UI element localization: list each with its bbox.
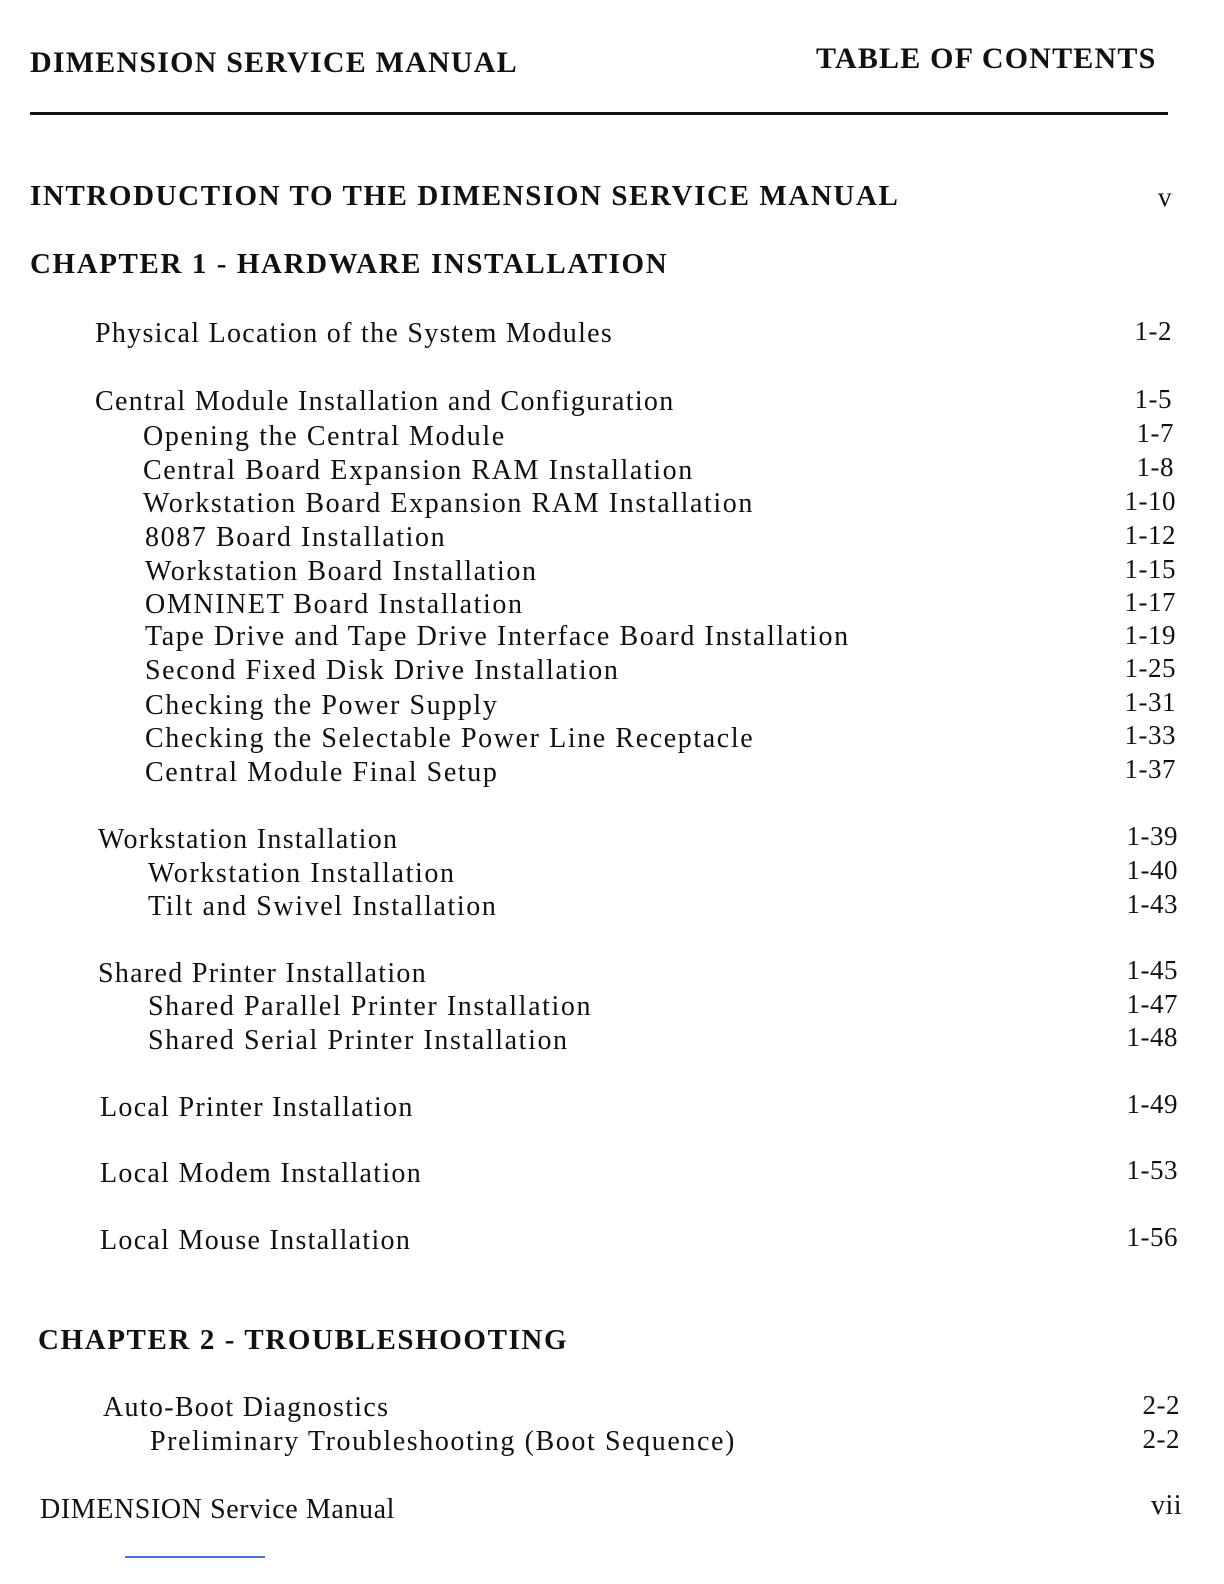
toc-entry: Auto-Boot Diagnostics [103, 1392, 390, 1423]
toc-subentry-page: 1-12 [1124, 520, 1176, 550]
toc-entry-page: 1-56 [1126, 1222, 1178, 1252]
toc-subentry-page: 1-10 [1124, 486, 1176, 516]
toc-subentry: Tilt and Swivel Installation [148, 891, 498, 922]
scan-mark [125, 1556, 265, 1558]
toc-entry-page: 2-2 [1142, 1390, 1180, 1420]
running-header-title: DIMENSION SERVICE MANUAL [30, 46, 518, 79]
toc-subentry: Central Board Expansion RAM Installation [143, 455, 694, 486]
toc-entry-page: 1-45 [1126, 955, 1178, 985]
toc-subentry: Workstation Board Expansion RAM Installation [143, 488, 754, 519]
toc-subentry: Workstation Board Installation [145, 556, 538, 587]
toc-entry: Physical Location of the System Modules [95, 318, 614, 349]
running-header-section: TABLE OF CONTENTS [816, 42, 1157, 75]
toc-subentry: Tape Drive and Tape Drive Interface Board Installation [145, 621, 850, 652]
toc-subentry: OMNINET Board Installation [145, 589, 524, 620]
toc-entry-page: 1-39 [1126, 821, 1178, 851]
toc-subentry-page: 1-15 [1124, 554, 1176, 584]
toc-subentry-page: 1-25 [1124, 653, 1176, 683]
toc-subentry: Preliminary Troubleshooting (Boot Sequence) [150, 1426, 736, 1457]
toc-subentry: Workstation Installation [148, 858, 456, 889]
toc-subentry-page: 1-31 [1124, 687, 1176, 717]
toc-intro-page: v [1158, 182, 1172, 212]
toc-subentry-page: 1-33 [1124, 720, 1176, 750]
toc-subentry: 8087 Board Installation [145, 522, 447, 553]
toc-entry: Local Mouse Installation [100, 1225, 412, 1256]
toc-subentry-page: 1-47 [1126, 989, 1178, 1019]
toc-subentry-page: 1-43 [1126, 889, 1178, 919]
toc-entry: Local Modem Installation [100, 1158, 423, 1189]
toc-entry: Central Module Installation and Configuration [95, 386, 675, 417]
toc-subentry-page: 1-8 [1136, 452, 1174, 482]
toc-entry-page: 1-5 [1134, 384, 1172, 414]
toc-subentry-page: 2-2 [1142, 1424, 1180, 1454]
toc-subentry: Shared Parallel Printer Installation [148, 991, 593, 1022]
header-divider [30, 112, 1168, 115]
toc-subentry-page: 1-37 [1124, 754, 1176, 784]
toc-subentry-page: 1-48 [1126, 1022, 1178, 1052]
toc-entry-page: 1-53 [1126, 1155, 1178, 1185]
toc-entry: Shared Printer Installation [98, 958, 428, 989]
toc-chapter-2-title: CHAPTER 2 - TROUBLESHOOTING [38, 1324, 569, 1356]
toc-chapter-1-title: CHAPTER 1 - HARDWARE INSTALLATION [30, 248, 669, 280]
toc-subentry-page: 1-17 [1124, 587, 1176, 617]
toc-subentry-page: 1-7 [1136, 418, 1174, 448]
footer-title: DIMENSION Service Manual [40, 1494, 395, 1525]
footer-page-number: vii [1150, 1490, 1182, 1521]
toc-subentry: Checking the Selectable Power Line Receptacle [145, 723, 755, 754]
toc-entry-page: 1-49 [1126, 1089, 1178, 1119]
toc-subentry: Shared Serial Printer Installation [148, 1025, 569, 1056]
toc-subentry-page: 1-19 [1124, 620, 1176, 650]
toc-entry: Local Printer Installation [100, 1092, 414, 1123]
toc-entry-page: 1-2 [1134, 316, 1172, 346]
toc-entry: Workstation Installation [98, 824, 399, 855]
toc-subentry: Second Fixed Disk Drive Installation [145, 655, 620, 686]
toc-intro-title: INTRODUCTION TO THE DIMENSION SERVICE MANUAL [30, 180, 900, 212]
toc-subentry: Central Module Final Setup [145, 757, 499, 788]
toc-subentry: Checking the Power Supply [145, 690, 499, 721]
toc-subentry-page: 1-40 [1126, 855, 1178, 885]
toc-subentry: Opening the Central Module [143, 421, 506, 452]
